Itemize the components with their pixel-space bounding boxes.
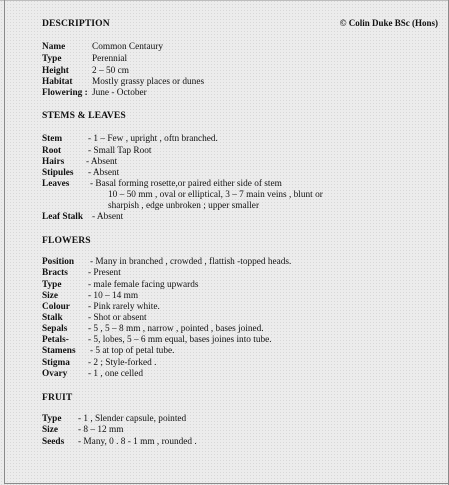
stigma-value: - 2 ; Style-forked . <box>88 358 157 368</box>
bracts-value: - Present <box>88 268 121 278</box>
flower-size-value: - 10 – 14 mm <box>88 291 139 301</box>
sepals-value: - 5 , 5 – 8 mm , narrow , pointed , bases joined. <box>88 324 264 334</box>
stipules-label: Stipules <box>42 168 74 178</box>
bottom-border <box>4 483 448 484</box>
leaves-value: - Basal forming rosette,or paired either side of stem <box>90 179 282 189</box>
leaves-value-line3: sharpish , edge unbroken ; upper smaller <box>108 201 260 211</box>
flowers-heading: FLOWERS <box>42 235 91 246</box>
petals-label: Petals- <box>42 335 69 345</box>
stamens-label: Stamens <box>42 346 76 356</box>
type-value: Perennial <box>92 54 128 64</box>
petals-value: - 5, lobes, 5 – 6 mm equal, bases joines into tube. <box>88 335 272 345</box>
name-label: Name <box>42 42 66 52</box>
fruit-size-label: Size <box>42 425 59 435</box>
fruit-size-value: - 8 – 12 mm <box>78 425 124 435</box>
flowering-label: Flowering : <box>42 88 88 98</box>
left-border <box>4 0 5 484</box>
sepals-label: Sepals <box>42 324 68 334</box>
flower-type-label: Type <box>42 280 62 290</box>
flower-size-label: Size <box>42 291 59 301</box>
height-value: 2 – 50 cm <box>92 66 129 76</box>
flowering-value: June - October <box>92 88 147 98</box>
flower-type-value: - male female facing upwards <box>88 280 199 290</box>
hairs-label: Hairs <box>42 157 65 167</box>
position-value: - Many in branched , crowded , flattish -topped heads. <box>90 257 292 267</box>
habitat-value: Mostly grassy places or dunes <box>92 77 205 87</box>
seeds-label: Seeds <box>42 437 65 447</box>
stipules-value: - Absent <box>88 168 120 178</box>
ovary-label: Ovary <box>42 369 68 379</box>
stem-value: - 1 – Few , upright , oftn branched. <box>88 134 218 144</box>
top-border <box>0 0 448 1</box>
stigma-label: Stigma <box>42 358 70 368</box>
ovary-value: - 1 , one celled <box>88 369 143 379</box>
type-label: Type <box>42 54 62 64</box>
stem-label: Stem <box>42 134 63 144</box>
root-value: - Small Tap Root <box>88 146 152 156</box>
fruit-heading: FRUIT <box>42 392 73 403</box>
leaves-value-line2: 10 – 50 mm , oval or elliptical, 3 – 7 main veins , blunt or <box>108 190 323 200</box>
description-heading: DESCRIPTION <box>42 18 110 29</box>
stamens-value: - 5 at top of petal tube. <box>90 346 175 356</box>
fruit-type-value: - 1 , Slender capsule, pointed <box>78 414 187 424</box>
habitat-label: Habitat <box>42 77 73 87</box>
hairs-value: - Absent <box>86 157 118 167</box>
leaf-stalk-value: - Absent <box>92 212 124 222</box>
name-value: Common Centaury <box>92 42 164 52</box>
root-label: Root <box>42 146 62 156</box>
stalk-label: Stalk <box>42 313 63 323</box>
copyright-credit: © Colin Duke BSc (Hons) <box>339 18 438 28</box>
position-label: Position <box>42 257 75 267</box>
stems-leaves-heading: STEMS & LEAVES <box>42 110 126 121</box>
fruit-type-label: Type <box>42 414 62 424</box>
seeds-value: - Many, 0 . 8 - 1 mm , rounded . <box>78 437 197 447</box>
height-label: Height <box>42 66 69 76</box>
bracts-label: Bracts <box>42 268 68 278</box>
colour-value: - Pink rarely white. <box>88 302 160 312</box>
colour-label: Colour <box>42 302 70 312</box>
leaf-stalk-label: Leaf Stalk <box>42 212 84 222</box>
leaves-label: Leaves <box>42 179 70 189</box>
stalk-value: - Shot or absent <box>88 313 147 323</box>
